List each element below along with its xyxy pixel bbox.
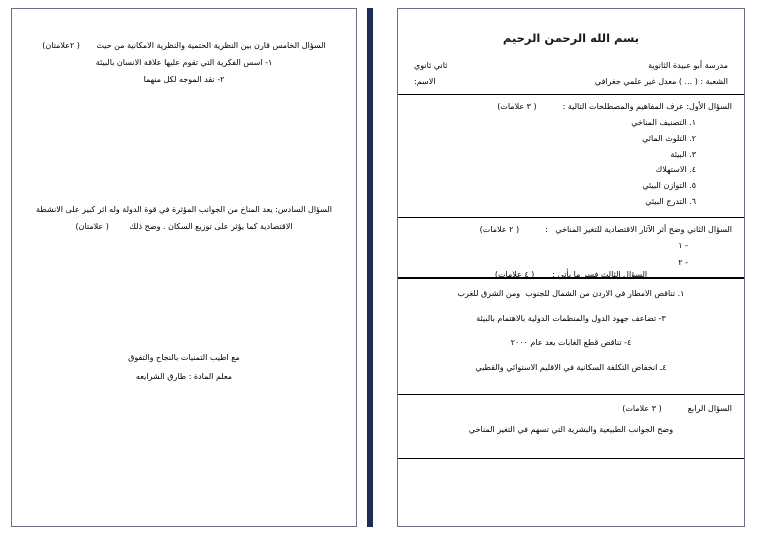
question-3-heading: السؤال الثالث فسر ما يأتي : [552, 270, 648, 280]
question-1-item: ١. التصنيف المناخي [631, 117, 696, 127]
school-name: مدرسة أبو عبيدة الثانوية [648, 60, 728, 70]
page-title: بسم الله الرحمن الرحيم [502, 31, 640, 45]
question-3-item: ١. تناقص الامطار في الاردن من الشمال للجنوب ومن الشرق للغرب [457, 288, 685, 298]
question-1-item: ٥. التوازن البيئي [642, 181, 696, 191]
question-1-item: ٦. التدرج البيئي [645, 196, 696, 206]
question-3-item: ٤- تناقص قطع الغابات بعد عام ٢٠٠٠ [510, 338, 632, 348]
closing-wish: مع اطيب التمنيات بالنجاح والتفوق [128, 352, 240, 362]
header-row-2 [398, 77, 744, 88]
question-2-item: - ١ [678, 241, 688, 251]
document-page-2 [11, 8, 357, 527]
question-6-marks: ( علامتان) [75, 222, 109, 232]
question-3-item: ٣- تضاعف جهود الدول والمنظمات الدولية بالاهتمام بالبيئة [476, 313, 666, 323]
grade-level: ثاني ثانوي [414, 60, 448, 70]
question-1-heading: السؤال الأول: عرف المفاهيم والمصطلحات التالية : [562, 102, 732, 112]
question-1-item: ٣. البيئة [670, 149, 696, 159]
question-2-marks: ( ٢ علامات) [479, 224, 520, 234]
question-4-heading: السؤال الرابع [687, 404, 732, 414]
question-6-header [12, 205, 356, 216]
question-5-item: ١- اسس الفكرية التي تقوم عليها علاقة الانسان بالبيئة [95, 57, 273, 67]
question-5-item: ٢- نقد الموجه لكل منهما [143, 74, 225, 84]
divider-4 [398, 394, 744, 395]
subject-section: الشعبة : ( ... ) معدل غير علمي جغرافي [594, 77, 728, 87]
question-2-heading: السؤال الثاني وضح أثر الآثار الاقتصادية للتغير المناخي : [545, 224, 732, 234]
question-6-line-2: الاقتصادية كما يؤثر على توزيع السكان . وضح ذلك [129, 222, 293, 232]
question-4-item: وضح الجوانب الطبيعية والبشرية التي تسهم في التغير المناخي [468, 424, 674, 434]
page-separator [367, 8, 373, 527]
divider-2 [398, 217, 744, 218]
question-5-marks: ( ٢علامتان) [42, 41, 80, 50]
question-1-marks: ( ٣ علامات) [497, 102, 537, 112]
divider-1 [398, 94, 744, 95]
question-5-heading: السؤال الخامس قارن بين النظرية الحتمية والنظرية الامكانية من حيث [96, 41, 326, 50]
question-3-header [398, 270, 744, 281]
page-2-content [12, 41, 356, 558]
question-1-item: ٢. التلوث المائي [642, 133, 696, 143]
teacher-signature: معلم المادة : طارق الشرايعه [135, 371, 233, 381]
page-2-footer [12, 353, 356, 383]
question-3-marks: ( ٤ علامات) [494, 270, 535, 280]
page-1-content [398, 31, 744, 548]
header-row-1 [398, 61, 744, 72]
question-2-header [398, 225, 744, 236]
student-name-field: الاسم: [414, 77, 436, 87]
question-6-heading: السؤال السادس: يعد المناخ من الجوانب المؤثرة في قوة الدولة وله اثر كبير على الانشطة [36, 205, 332, 215]
question-4-header [398, 404, 744, 415]
question-3-item: ٤ـ انخفاض التكلفة السكانية في الاقليم الاستوائي والقطبي [475, 363, 667, 373]
question-1-item: ٤. الاستهلاك [655, 165, 696, 175]
question-6-body [12, 222, 356, 233]
divider-5 [398, 458, 744, 459]
question-2-item: - ٢ [678, 258, 688, 268]
question-4-marks: ( ٣ علامات) [622, 404, 662, 414]
document-page-1 [397, 8, 745, 527]
question-1-header [398, 102, 744, 113]
question-5-header [12, 41, 356, 52]
